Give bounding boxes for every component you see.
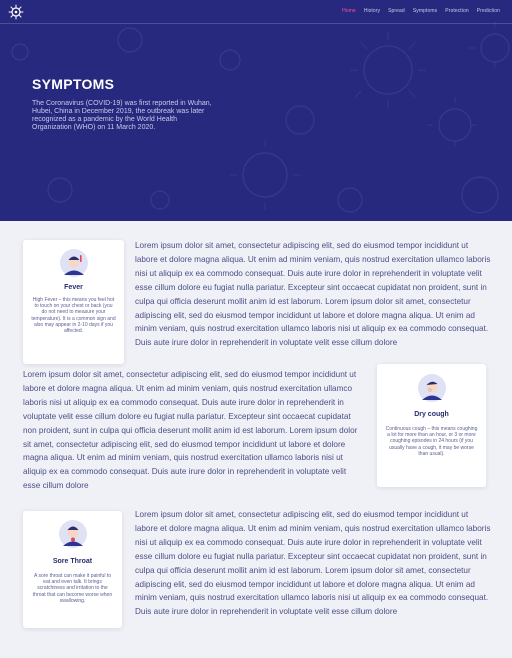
- symptom-title: Dry cough: [414, 411, 449, 418]
- sore-throat-paragraph: Lorem ipsum dolor sit amet, consectetur adipiscing elit, sed do eiusmod tempor incididunt ut labore et dolore magna aliqua. Ut enim ad minim veniam, quis nostrud exercitation ullamco laboris nisi ut aliquip ex ea commodo consequat. Duis aute irure dolor in reprehenderit in voluptate velit esse cillum dolore eu fugiat nulla pariatur. Excepteur sint occaecat cupidatat non proident, sunt in culpa qui officia deserunt mollit anim id est laborum. Lorem ipsum dolor sit amet, consectetur adipiscing elit, sed do eiusmod tempor incididunt ut labore et dolore magna aliqua. Ut enim ad minim veniam, quis nostrud exercitation ullamco laboris nisi ut aliquip ex ea commodo consequat. Duis aute irure dolor in reprehenderit in voluptate velit esse cillum dolore: [135, 510, 491, 617]
- nav-item-home[interactable]: Home: [342, 8, 356, 14]
- page-title: SYMPTOMS: [32, 76, 115, 92]
- top-navigation: [0, 0, 512, 24]
- virus-logo-icon[interactable]: [8, 4, 24, 20]
- nav-item-history[interactable]: History: [363, 8, 381, 14]
- sore-throat-person-icon: [58, 519, 88, 549]
- nav-item-spread[interactable]: Spread: [388, 8, 405, 14]
- nav-item-prediction[interactable]: Prediction: [476, 8, 500, 14]
- cough-person-icon: [417, 373, 447, 403]
- symptom-description: High Fever – this means you feel hot to touch on your chest or back (you do not need to measure your temperature). It is a common sign and also may appear in 2-10 days if you affected.: [31, 297, 116, 335]
- symptom-title: Sore Throat: [52, 558, 93, 565]
- hero-banner: [0, 0, 512, 221]
- symptom-description: Continuous cough – this means coughing a lot for more than an hour, or 3 or more coughing episodes in 24 hours (if you usually have a cough, it may be worse than usual).: [385, 426, 478, 457]
- nav-item-symptoms[interactable]: Symptoms: [412, 8, 438, 14]
- fever-paragraph: Lorem ipsum dolor sit amet, consectetur adipiscing elit, sed do eiusmod tempor incididunt ut labore et dolore magna aliqua. Ut enim ad minim veniam, quis nostrud exercitation ullamco laboris nisi ut aliquip ex ea commodo consequat. Duis aute irure dolor in reprehenderit in voluptate velit esse cillum dolore eu fugiat nulla pariatur. Excepteur sint occaecat cupidatat non proident, sunt in culpa qui officia deserunt mollit anim id est laborum. Lorem ipsum dolor sit amet, consectetur adipiscing elit, sed do eiusmod tempor incididunt ut labore et dolore magna aliqua. Ut enim ad minim veniam, quis nostrud exercitation ullamco laboris nisi ut aliquip ex ea commodo consequat. Duis aute irure dolor in reprehenderit in voluptate velit esse cillum dolore: [135, 241, 491, 348]
- symptom-card-fever: [23, 240, 124, 364]
- fever-person-icon: [59, 248, 89, 278]
- symptom-card-sore-throat: [23, 511, 122, 628]
- symptom-title: Fever: [64, 284, 83, 291]
- cough-paragraph: Lorem ipsum dolor sit amet, consectetur adipiscing elit, sed do eiusmod tempor incididunt ut labore et dolore magna aliqua. Ut enim ad minim veniam, quis nostrud exercitation ullamco laboris nisi ut aliquip ex ea commodo consequat. Duis aute irure dolor in reprehenderit in voluptate velit esse cillum dolore eu fugiat nulla pariatur. Excepteur sint occaecat cupidatat non proident, sunt in culpa qui officia deserunt mollit anim id est laborum. Lorem ipsum dolor sit amet, consectetur adipiscing elit, sed do eiusmod tempor incididunt ut labore et dolore magna aliqua. Ut enim ad minim veniam, quis nostrud exercitation ullamco laboris nisi ut aliquip ex ea commodo consequat. Duis aute irure dolor in reprehenderit in voluptate velit esse cillum dolore: [23, 370, 358, 491]
- nav-menu: [342, 8, 500, 14]
- hero-description: The Coronavirus (COVID-19) was first reported in Wuhan, Hubei, China in December 2019, the outbreak was later recognized as a pandemic by the World Health Organization (WHO) on 11 March 2020.: [32, 100, 212, 131]
- symptom-card-dry-cough: [377, 364, 486, 487]
- symptom-description: A sore throat can make it painful to eat and even talk. It brings scratchiness and irritation to the throat that can become worse when swallowing.: [32, 573, 113, 604]
- nav-item-protection[interactable]: Protection: [445, 8, 469, 14]
